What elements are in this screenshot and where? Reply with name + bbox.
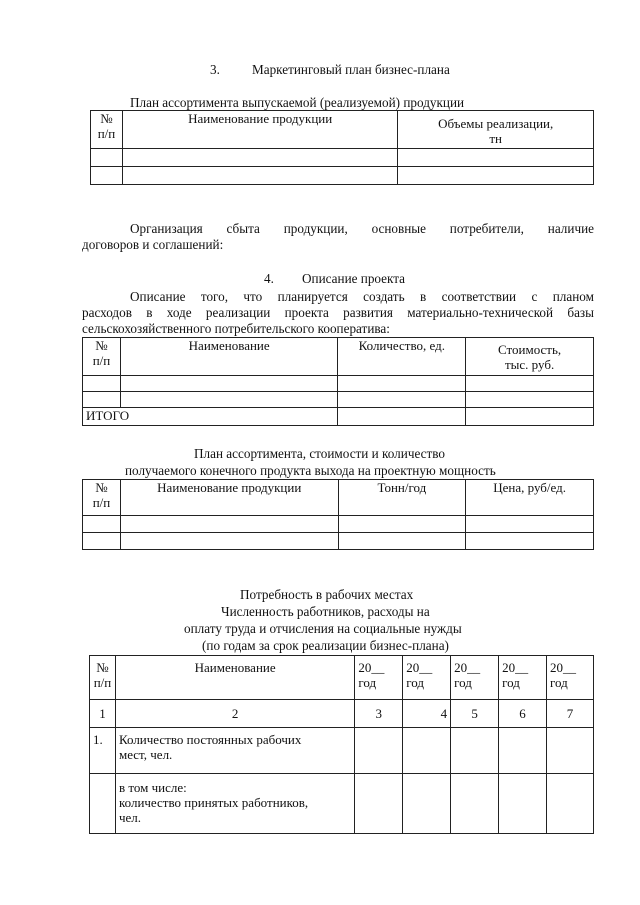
header-name: Наименование <box>188 338 270 353</box>
header-name: Наименование продукции <box>188 111 333 126</box>
header-tons-cell <box>338 480 466 516</box>
header-name: Наименование продукции <box>157 480 302 495</box>
header-num-top: № <box>100 111 113 126</box>
header-year-cell: 20__ год <box>355 656 403 700</box>
header-num-top: № <box>95 480 108 495</box>
section-3-number: 3. <box>210 62 220 77</box>
header-num-bottom: п/п <box>97 126 116 141</box>
header-name-cell <box>120 338 337 376</box>
project-table <box>82 337 594 426</box>
col-number: 4 <box>403 700 451 728</box>
header-price-cell <box>466 480 594 516</box>
sales-paragraph-line1: Организация сбыта продукции, основные потребители, наличие <box>130 221 594 236</box>
header-num-cell <box>91 111 123 149</box>
header-num-cell <box>83 480 121 516</box>
header-name: Наименование <box>194 660 276 675</box>
table-row <box>91 167 594 185</box>
col-number: 3 <box>355 700 403 728</box>
header-num-bottom: п/п <box>92 353 111 368</box>
section-4-line2: расходов в ходе реализации проекта развития материально-технической базы <box>82 305 594 320</box>
header-num-bottom: п/п <box>93 675 112 690</box>
header-num-cell <box>83 338 121 376</box>
header-cost-bottom: тыс. руб. <box>504 357 555 372</box>
header-volume-bottom: тн <box>489 131 502 146</box>
workplaces-title-3: оплату труда и отчисления на социальные нужды <box>184 621 462 636</box>
final-product-table <box>82 479 594 550</box>
workplaces-title-2: Численность работников, расходы на <box>221 604 430 619</box>
table-row <box>90 774 594 834</box>
header-cost-top: Стоимость, <box>498 342 562 357</box>
header-volume-top: Объемы реализации, <box>438 116 554 131</box>
table-row <box>83 376 594 392</box>
final-product-title-2: получаемого конечного продукта выхода на проектную мощность <box>125 463 496 478</box>
section-4-number: 4. <box>264 271 274 286</box>
sales-paragraph-line2: договоров и соглашений: <box>82 237 224 252</box>
header-qty: Количество, ед. <box>358 338 445 353</box>
header-volume-cell <box>398 111 594 149</box>
col-number: 7 <box>547 700 594 728</box>
header-year-cell: 20__ год <box>451 656 499 700</box>
assortment-plan-table <box>90 110 594 185</box>
header-year-cell: 20__ год <box>403 656 451 700</box>
header-name-cell <box>120 480 338 516</box>
header-num-top: № <box>95 338 108 353</box>
section-3-title: Маркетинговый план бизнес-плана <box>252 62 450 77</box>
header-price: Цена, руб/ед. <box>493 480 566 495</box>
header-year-cell: 20__ год <box>499 656 547 700</box>
row-1-text-2: мест, чел. <box>118 747 173 762</box>
total-label: ИТОГО <box>83 408 338 426</box>
row-1-number: 1. <box>90 728 116 774</box>
section-4-title: Описание проекта <box>302 271 406 286</box>
total-row <box>83 408 594 426</box>
header-num-top: № <box>96 660 109 675</box>
col-number: 5 <box>451 700 499 728</box>
row-1-label <box>115 728 354 774</box>
assortment-plan-title: План ассортимента выпускаемой (реализуемой) продукции <box>130 95 465 110</box>
col-number: 2 <box>115 700 354 728</box>
header-qty-cell <box>338 338 466 376</box>
workplaces-table <box>89 655 594 834</box>
table-row <box>90 728 594 774</box>
workplaces-title-1: Потребность в рабочих местах <box>240 587 414 602</box>
workplaces-title-4: (по годам за срок реализации бизнес-плана) <box>202 638 449 653</box>
header-num-cell <box>90 656 116 700</box>
table-row <box>83 392 594 408</box>
table-row <box>83 516 594 533</box>
section-4-line3: сельскохозяйственного потребительского кооператива: <box>82 321 390 336</box>
row-1-text-1: Количество постоянных рабочих <box>118 732 302 747</box>
header-tons: Тонн/год <box>377 480 427 495</box>
header-year-cell: 20__ год <box>547 656 594 700</box>
row-1-sub-text-3: чел. <box>118 810 142 825</box>
table-row <box>91 149 594 167</box>
row-1-sub-text-1: в том числе: <box>118 780 187 795</box>
section-4-line1: Описание того, что планируется создать в соответствии с планом <box>130 289 594 304</box>
header-cost-cell <box>466 338 594 376</box>
col-number: 6 <box>499 700 547 728</box>
table-row <box>83 533 594 550</box>
col-number: 1 <box>90 700 116 728</box>
header-name-cell <box>122 111 397 149</box>
column-number-row <box>90 700 594 728</box>
final-product-title-1: План ассортимента, стоимости и количество <box>194 446 445 461</box>
header-num-bottom: п/п <box>92 495 111 510</box>
row-1-sub-text-2: количество принятых работников, <box>118 795 309 810</box>
header-name-cell <box>115 656 354 700</box>
row-1-sub-label <box>115 774 354 834</box>
